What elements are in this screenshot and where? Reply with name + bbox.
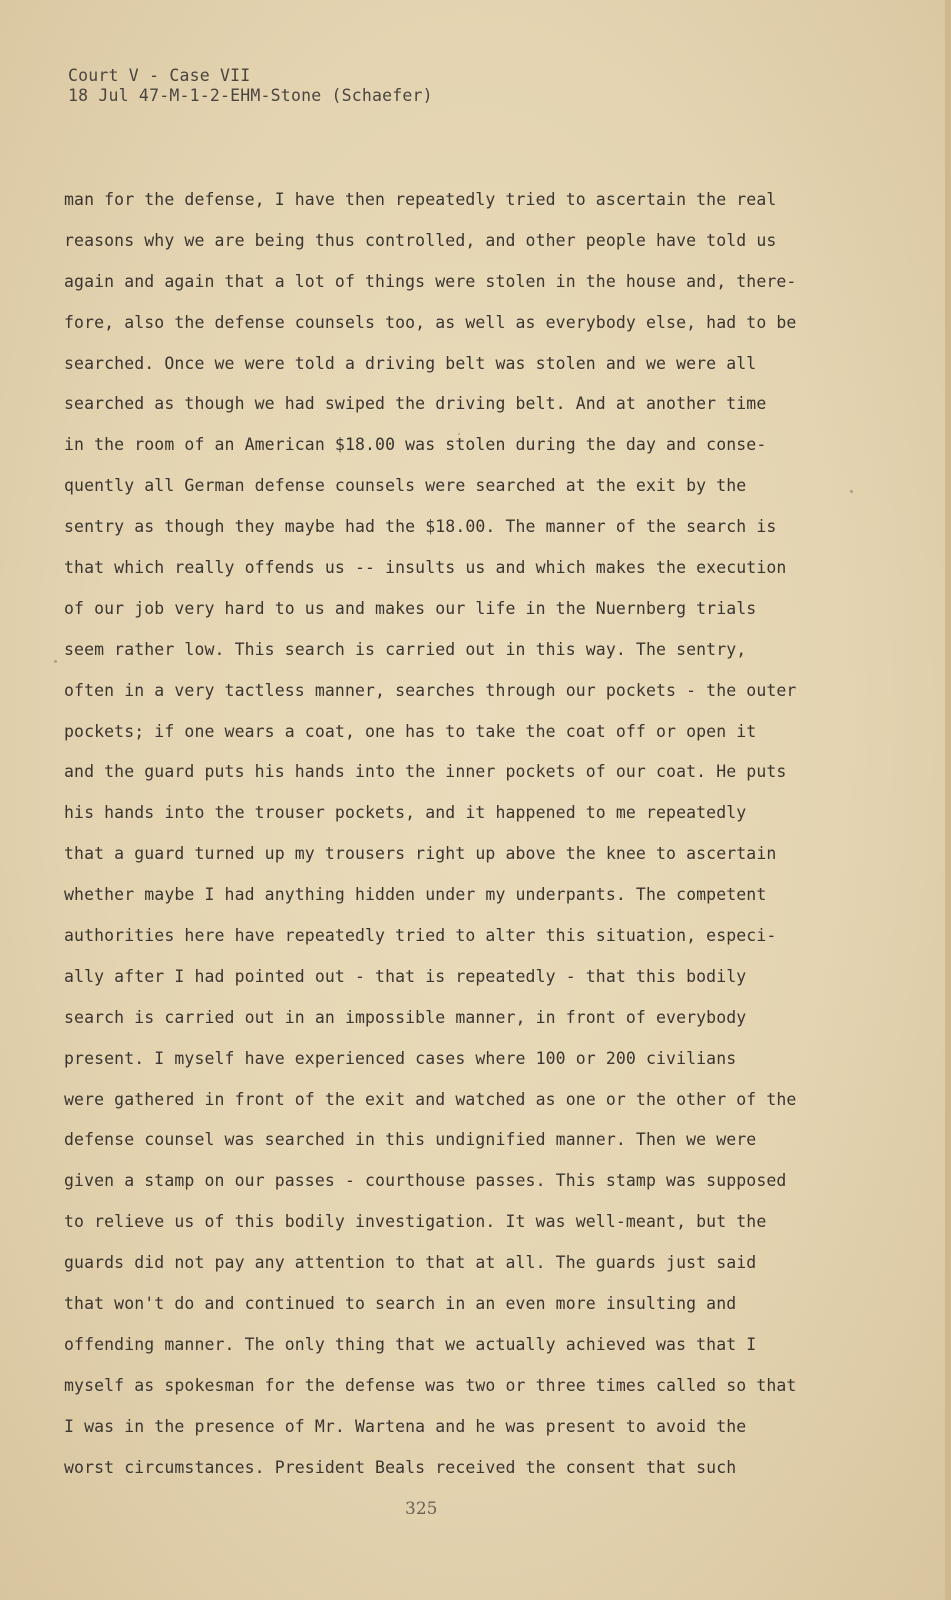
- text-line: that a guard turned up my trousers right up above the knee to ascertain: [64, 844, 777, 864]
- text-line: pockets; if one wears a coat, one has to take the coat off or open it: [64, 721, 757, 741]
- text-line: that won't do and continued to search in an even more insulting and: [64, 1294, 737, 1314]
- text-line: sentry as though they maybe had the $18.00. The manner of the search is: [64, 517, 777, 537]
- text-line: I was in the presence of Mr. Wartena and he was present to avoid the: [64, 1416, 747, 1436]
- text-line: again and again that a lot of things were stolen in the house and, there-: [64, 271, 797, 291]
- text-line: often in a very tactless manner, searches through our pockets - the outer: [64, 680, 797, 700]
- text-line: authorities here have repeatedly tried to alter this situation, especi-: [64, 926, 777, 946]
- text-line: of our job very hard to us and makes our life in the Nuernberg trials: [64, 598, 757, 618]
- header-court-case: Court V - Case VII: [68, 66, 251, 85]
- page-number: 325: [405, 1499, 438, 1519]
- text-line: offending manner. The only thing that we actually achieved was that I: [64, 1334, 757, 1354]
- text-line: search is carried out in an impossible manner, in front of everybody: [64, 1007, 747, 1027]
- text-line: defense counsel was searched in this undignified manner. Then we were: [64, 1130, 757, 1150]
- text-line: reasons why we are being thus controlled, and other people have told us: [64, 230, 777, 250]
- text-line: quently all German defense counsels were searched at the exit by the: [64, 476, 747, 496]
- text-line: that which really offends us -- insults us and which makes the execution: [64, 558, 787, 578]
- text-line: his hands into the trouser pockets, and it happened to me repeatedly: [64, 803, 747, 823]
- paper-speck: [54, 660, 57, 663]
- text-line: myself as spokesman for the defense was two or three times called so that: [64, 1375, 797, 1395]
- paper-speck: [458, 433, 460, 435]
- text-line: fore, also the defense counsels too, as well as everybody else, had to be: [64, 312, 797, 332]
- text-line: guards did not pay any attention to that at all. The guards just said: [64, 1253, 757, 1273]
- text-line: present. I myself have experienced cases where 100 or 200 civilians: [64, 1048, 737, 1068]
- header-date-code: 18 Jul 47-M-1-2-EHM-Stone (Schaefer): [68, 86, 433, 105]
- paper-speck: [850, 490, 853, 493]
- text-line: man for the defense, I have then repeatedly tried to ascertain the real: [64, 190, 777, 209]
- text-line: searched. Once we were told a driving belt was stolen and we were all: [64, 353, 757, 373]
- text-line: seem rather low. This search is carried out in this way. The sentry,: [64, 639, 747, 659]
- transcript-body: [64, 188, 844, 1497]
- document-header: [68, 66, 433, 106]
- text-line: ally after I had pointed out - that is repeatedly - that this bodily: [64, 966, 747, 986]
- text-line: to relieve us of this bodily investigation. It was well-meant, but the: [64, 1212, 767, 1232]
- text-line: and the guard puts his hands into the inner pockets of our coat. He puts: [64, 762, 787, 782]
- text-line: worst circumstances. President Beals received the consent that such: [64, 1457, 737, 1477]
- text-line: in the room of an American $18.00 was stolen during the day and conse-: [64, 435, 767, 455]
- text-line: whether maybe I had anything hidden under my underpants. The competent: [64, 885, 767, 905]
- text-line: given a stamp on our passes - courthouse passes. This stamp was supposed: [64, 1171, 787, 1191]
- text-line: searched as though we had swiped the driving belt. And at another time: [64, 394, 767, 414]
- text-line: were gathered in front of the exit and watched as one or the other of the: [64, 1089, 797, 1109]
